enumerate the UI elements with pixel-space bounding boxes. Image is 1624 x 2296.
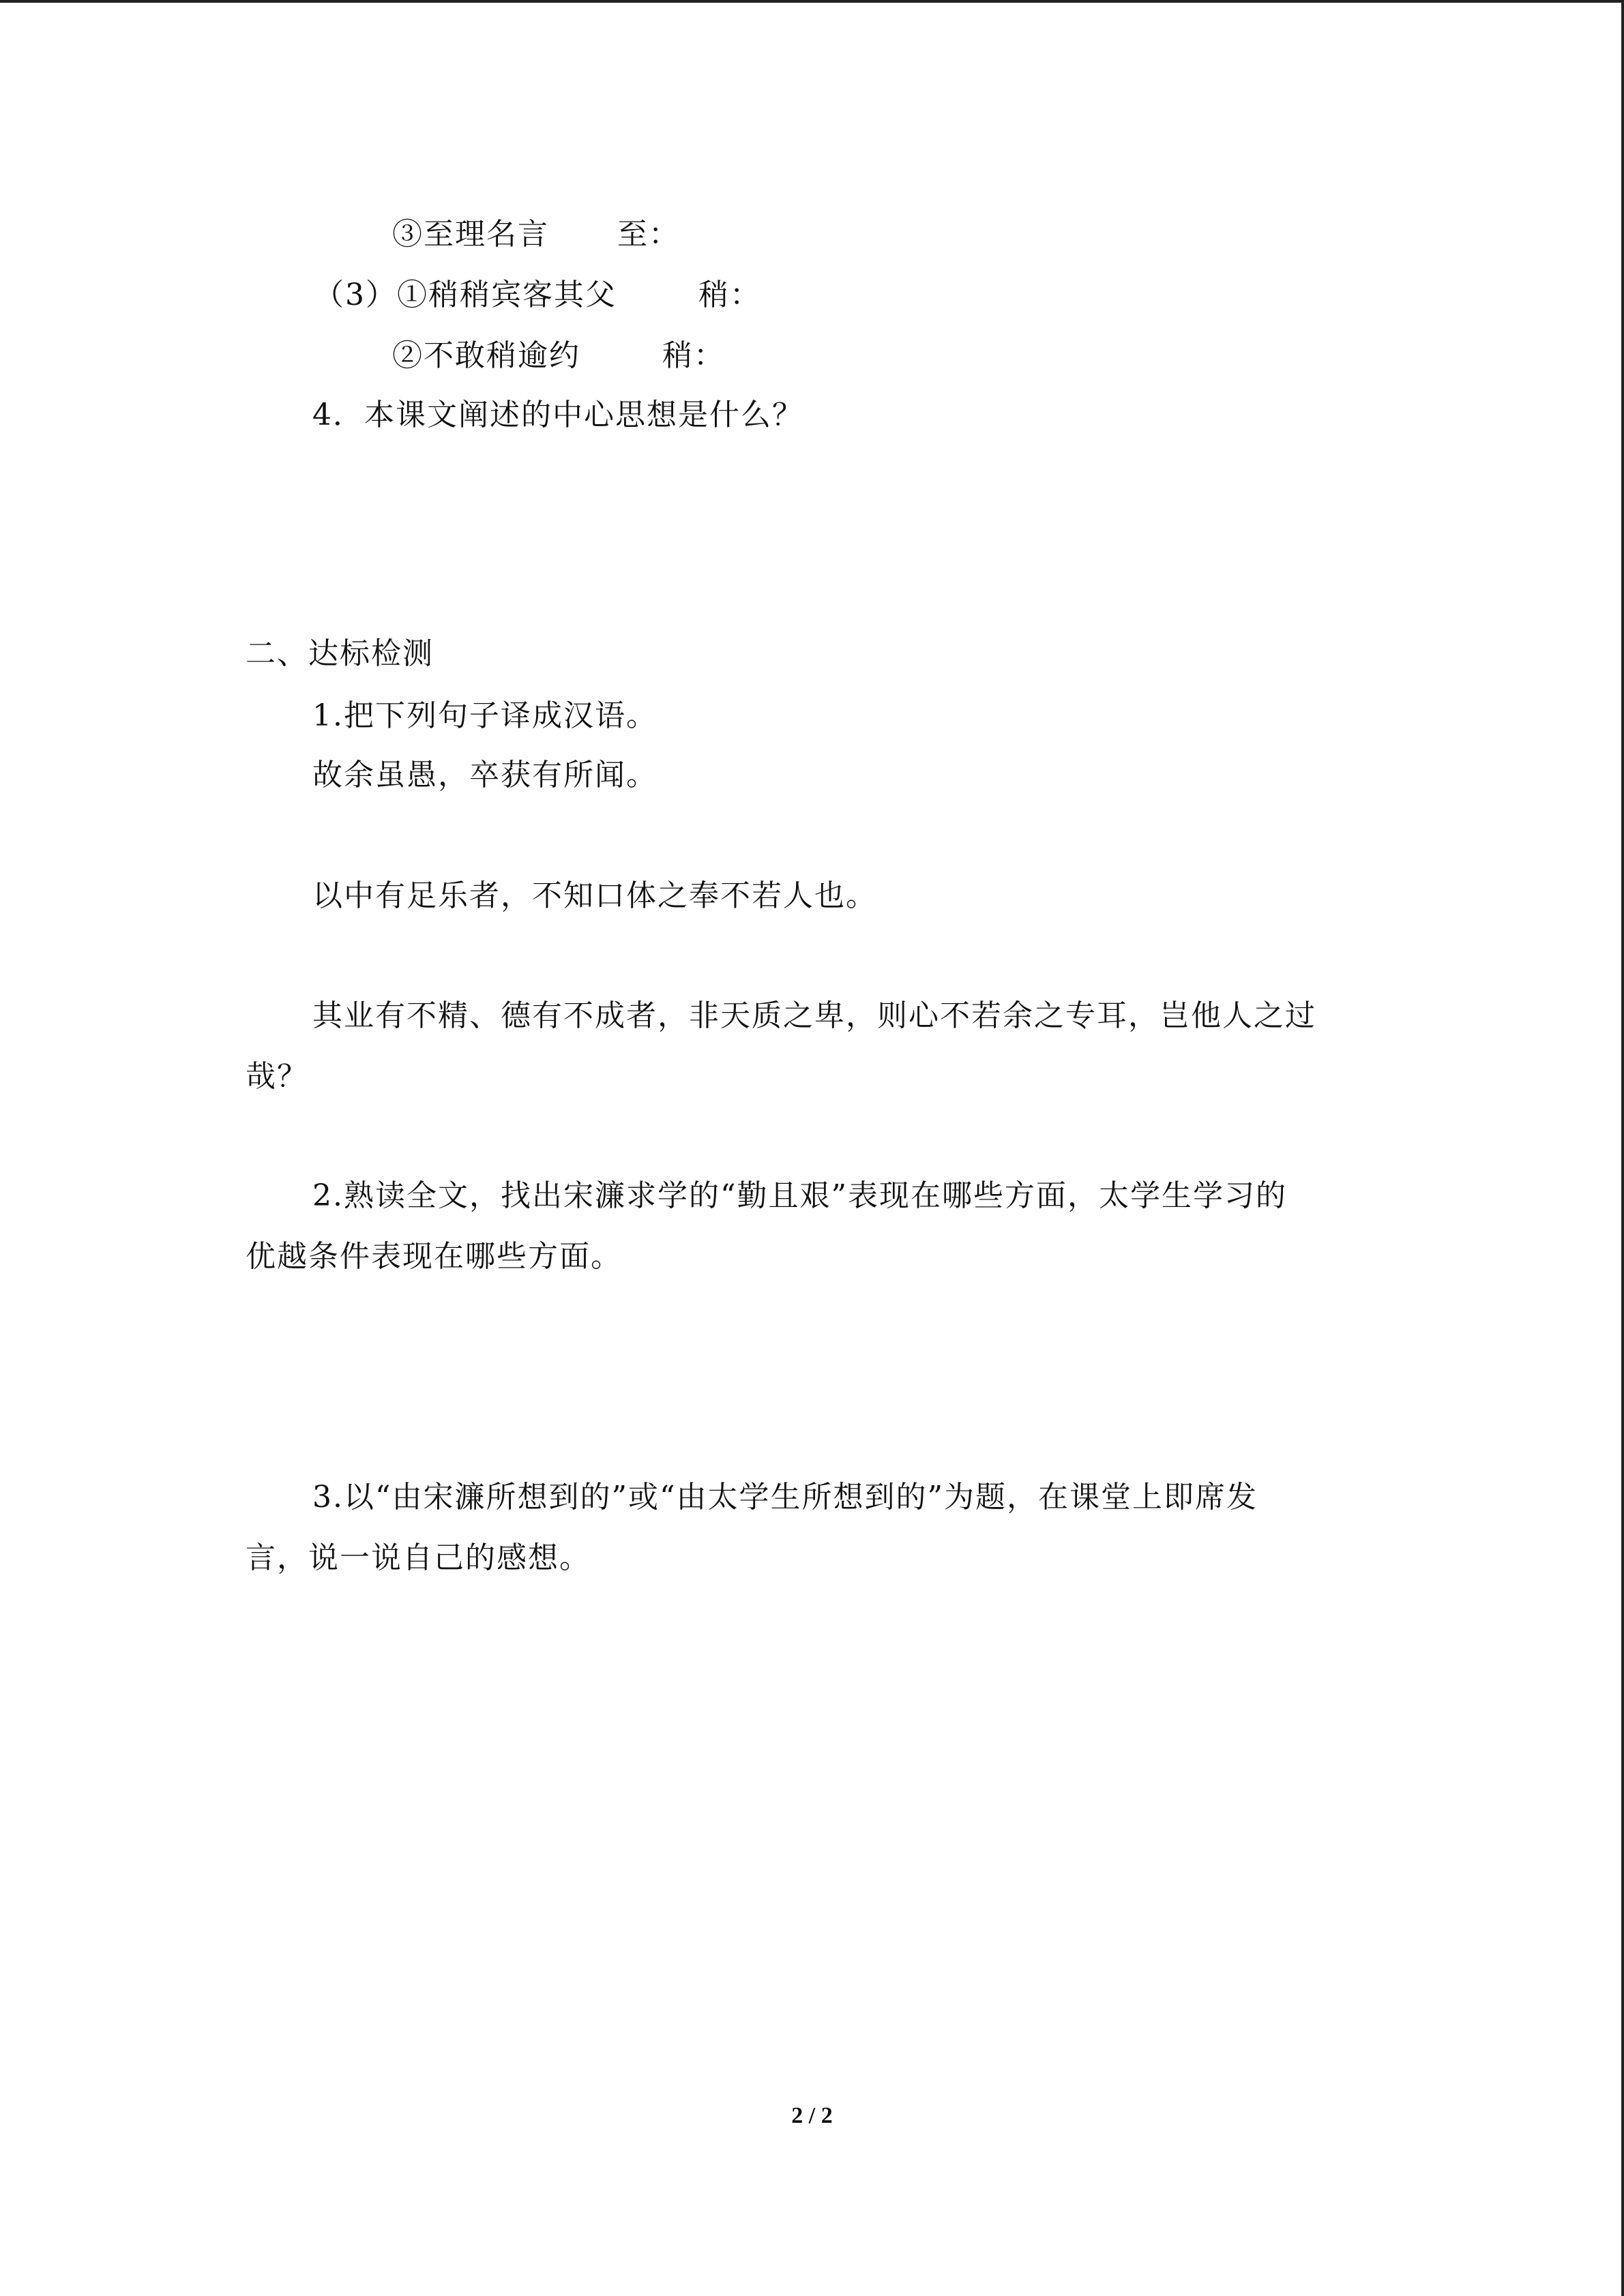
vocab-item-shao-2	[392, 336, 725, 376]
section-title: 二、达标检测	[246, 636, 434, 671]
vocab-phrase: ②不敢稍逾约	[392, 338, 580, 373]
vocab-key: 稍：	[698, 278, 761, 312]
exercise-3-line-2: 言，说一说自己的感想。	[246, 1540, 591, 1575]
vocab-key: 至：	[617, 217, 680, 252]
page-number: 2 / 2	[791, 2103, 833, 2128]
exercise-1-prompt: 1.把下列句子译成汉语。	[312, 698, 658, 733]
vocab-phrase: ③至理名言	[392, 217, 549, 252]
sentence-2: 以中有足乐者，不知口体之奉不若人也。	[312, 878, 877, 913]
exercise-2-line-2: 优越条件表现在哪些方面。	[246, 1239, 622, 1274]
exercise-2-line-1: 2.熟读全文，找出宋濂求学的“勤且艰”表现在哪些方面，太学生学习的	[312, 1178, 1287, 1213]
vocab-key: 稍：	[662, 338, 725, 373]
sentence-3-line-2: 哉？	[246, 1059, 308, 1094]
sentence-1: 故余虽愚，卒获有所闻。	[312, 758, 658, 792]
sentence-3-line-1: 其业有不精、德有不成者，非天质之卑，则心不若余之专耳，岂他人之过	[312, 998, 1316, 1033]
exercise-3-line-1: 3.以“由宋濂所想到的”或“由太学生所想到的”为题，在课堂上即席发	[312, 1480, 1258, 1515]
vocab-item-shao-1	[314, 275, 761, 316]
question-4: 4．本课文阐述的中心思想是什么？	[312, 398, 803, 432]
vocab-item-zhi	[392, 214, 680, 255]
vocab-phrase: （3）①稍稍宾客其父	[314, 278, 617, 312]
